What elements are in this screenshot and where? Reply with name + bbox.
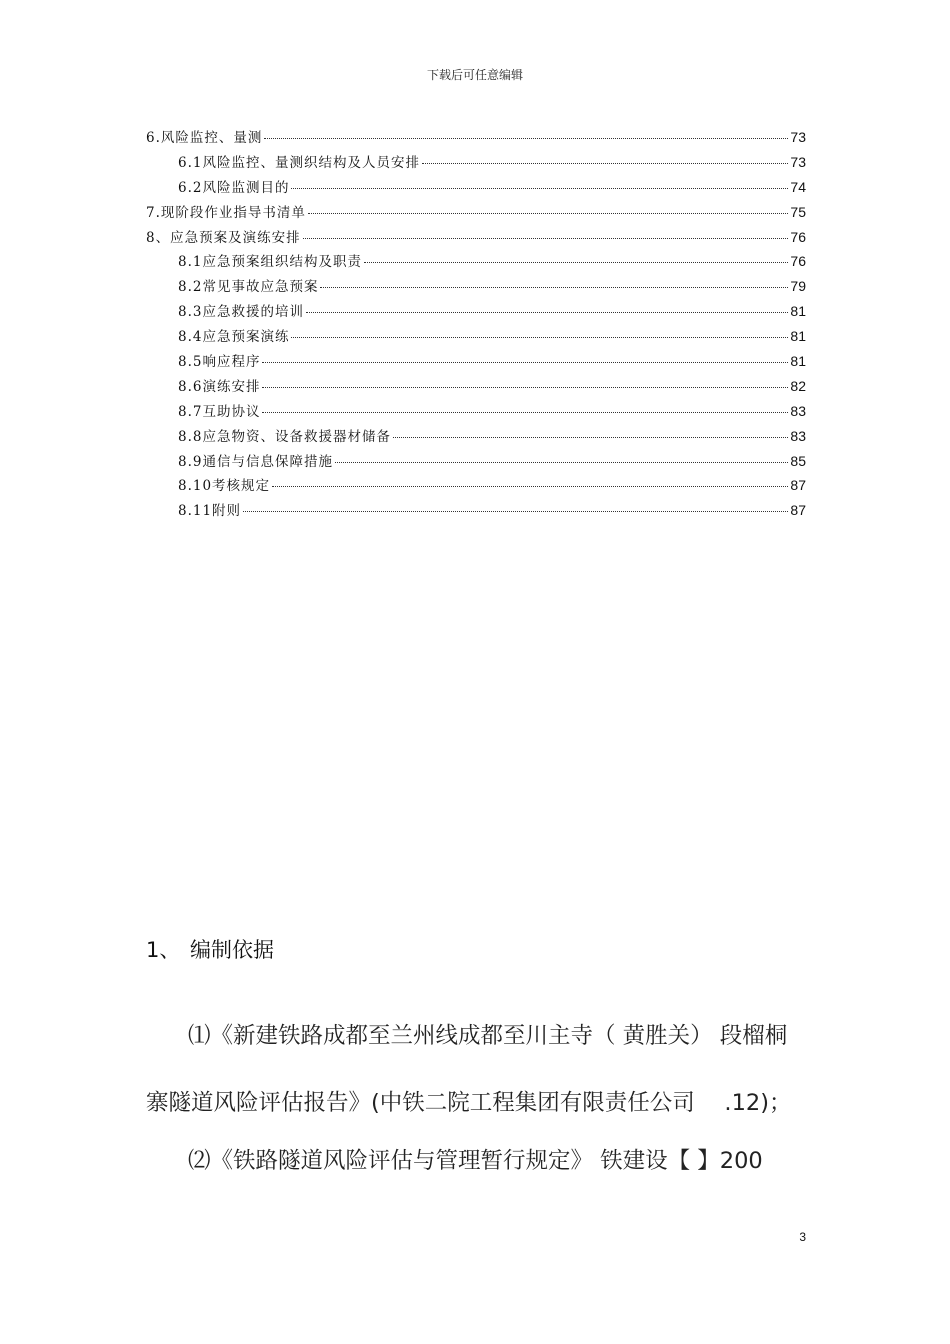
toc-entry-page: 74 <box>790 178 806 195</box>
toc-entry[interactable] <box>146 425 806 450</box>
toc-dot-leader <box>262 412 788 413</box>
toc-entry-page: 87 <box>790 502 806 519</box>
toc-dot-leader <box>291 337 788 338</box>
toc-entry-label: 8.4应急预案演练 <box>178 329 290 346</box>
toc-entry-page: 82 <box>790 377 806 394</box>
toc-dot-leader <box>422 163 788 164</box>
toc-entry[interactable] <box>146 275 806 300</box>
toc-entry-label: 6.1风险监控、量测织结构及人员安排 <box>178 154 420 171</box>
section-heading <box>146 934 274 964</box>
toc-entry-page: 76 <box>790 228 806 245</box>
toc-entry[interactable] <box>146 375 806 400</box>
paragraph-2-line-1: ⑵《铁路隧道风险评估与管理暂行规定》 铁建设【 】200 <box>188 1148 763 1174</box>
toc-dot-leader <box>308 213 789 214</box>
toc-entry-label: 7.现阶段作业指导书清单 <box>146 204 306 221</box>
toc-dot-leader <box>272 486 788 487</box>
toc-dot-leader <box>393 437 788 438</box>
toc-dot-leader <box>364 262 788 263</box>
toc-entry-label: 8.3应急救援的培训 <box>178 304 304 321</box>
toc-dot-leader <box>243 511 788 512</box>
toc-entry[interactable] <box>146 499 806 524</box>
toc-entry-page: 81 <box>790 328 806 345</box>
page-header: 下载后可任意编辑 <box>426 68 523 82</box>
page-number: 3 <box>799 1230 806 1244</box>
toc-entry[interactable] <box>146 250 806 275</box>
toc-dot-leader <box>335 462 788 463</box>
toc-dot-leader <box>306 312 788 313</box>
toc-entry-page: 83 <box>790 427 806 444</box>
toc-entry-label: 8、应急预案及演练安排 <box>146 229 301 246</box>
table-of-contents <box>146 126 806 524</box>
toc-entry-label: 8.9通信与信息保障措施 <box>178 453 333 470</box>
toc-dot-leader <box>262 362 788 363</box>
paragraph-1-line-1: ⑴《新建铁路成都至兰州线成都至川主寺（ 黄胜关） 段榴桐 <box>188 1023 788 1049</box>
toc-entry-page: 81 <box>790 303 806 320</box>
toc-entry-label: 8.10考核规定 <box>178 478 271 495</box>
toc-entry-page: 81 <box>790 353 806 370</box>
toc-entry[interactable] <box>146 126 806 151</box>
toc-entry-label: 6.风险监控、量测 <box>146 130 263 146</box>
toc-entry-label: 8.7互助协议 <box>178 403 261 420</box>
toc-entry-label: 8.8应急物资、设备救援器材储备 <box>178 428 391 445</box>
toc-entry-page: 75 <box>790 203 806 220</box>
toc-entry-label: 8.11附则 <box>178 503 242 520</box>
toc-entry-page: 83 <box>790 402 806 419</box>
section-title: 编制依据 <box>190 938 274 962</box>
toc-entry[interactable] <box>146 474 806 499</box>
toc-entry[interactable] <box>146 325 806 350</box>
toc-entry-label: 8.2常见事故应急预案 <box>178 279 319 296</box>
toc-dot-leader <box>320 287 788 288</box>
toc-dot-leader <box>291 188 788 189</box>
toc-entry-page: 85 <box>790 452 806 469</box>
toc-entry[interactable] <box>146 300 806 325</box>
toc-dot-leader <box>303 238 789 239</box>
toc-entry[interactable] <box>146 151 806 176</box>
section-number: 1、 <box>146 938 181 962</box>
toc-entry-page: 76 <box>790 253 806 270</box>
toc-dot-leader <box>262 387 788 388</box>
toc-entry-label: 8.1应急预案组织结构及职责 <box>178 254 362 271</box>
toc-entry-page: 73 <box>790 153 806 170</box>
toc-entry-page: 79 <box>790 278 806 295</box>
toc-entry[interactable] <box>146 226 806 251</box>
toc-entry-page: 73 <box>790 129 806 145</box>
paragraph-1-line-2: 寨隧道风险评估报告》(中铁二院工程集团有限责任公司 .12)； <box>146 1090 792 1116</box>
toc-entry[interactable] <box>146 176 806 201</box>
toc-entry-label: 8.5响应程序 <box>178 354 261 371</box>
toc-entry[interactable] <box>146 201 806 226</box>
toc-dot-leader <box>264 138 788 139</box>
toc-entry-label: 6.2风险监测目的 <box>178 179 290 196</box>
toc-entry[interactable] <box>146 400 806 425</box>
toc-entry[interactable] <box>146 450 806 475</box>
toc-entry-label: 8.6演练安排 <box>178 378 261 395</box>
toc-entry[interactable] <box>146 350 806 375</box>
toc-entry-page: 87 <box>790 477 806 494</box>
